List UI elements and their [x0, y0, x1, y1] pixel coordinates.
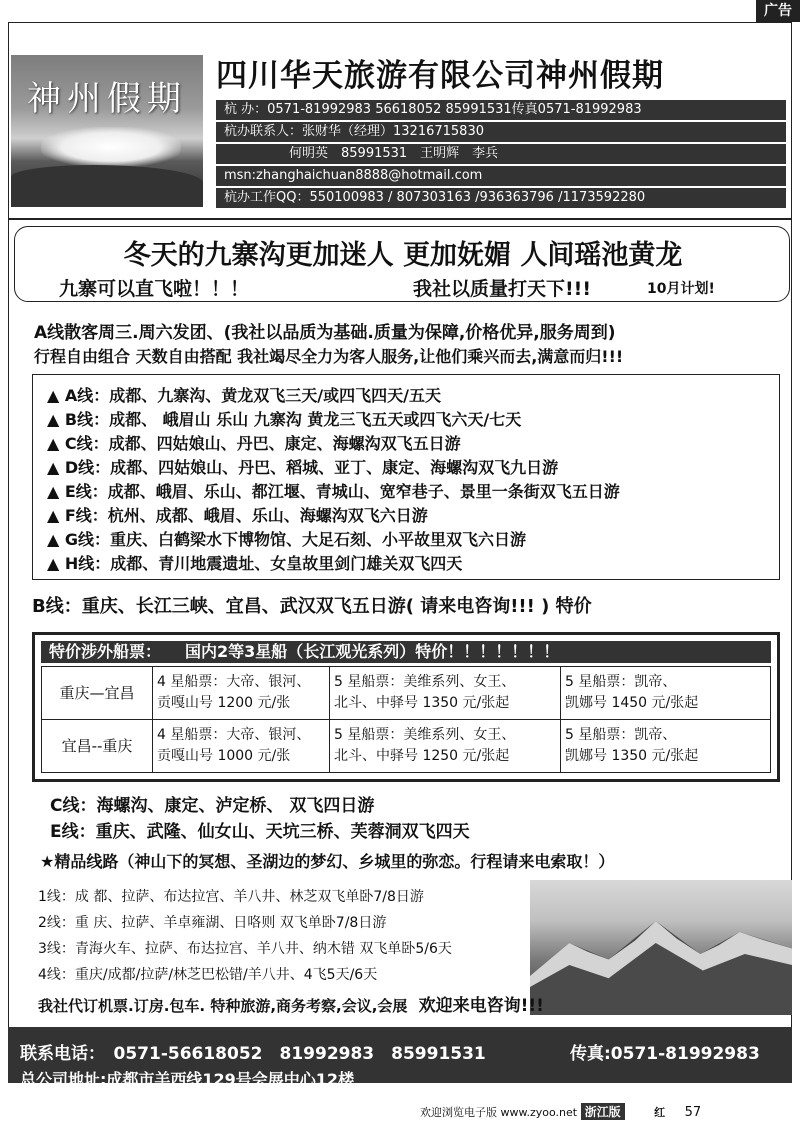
ship-ticket-header-text: 特价涉外船票： 国内2等3星船（长江观光系列）特价！！！！！！！ [49, 642, 560, 661]
edition-tag: 浙江版 [581, 1103, 625, 1120]
ship-ticket-box [32, 632, 780, 782]
services-text: 我社代订机票.订房.包车. 特种旅游,商务考察,会议,会展 [38, 997, 408, 1015]
logo-text: 神州假期 [27, 79, 187, 119]
price-cell: 5 星船票：凯帝、 凯娜号 1450 元/张起 [561, 667, 771, 720]
line-item: ▲ B线：成都、 峨眉山 乐山 九寨沟 黄龙三飞五天或四飞六天/七天 [47, 410, 522, 429]
logo-image [11, 55, 203, 207]
tibet-route: 1线：成 都、拉萨、布达拉宫、羊八井、林芝双飞单卧7/8日游 [38, 889, 424, 905]
tibet-route: 4线：重庆/成都/拉萨/林芝巴松错/羊八井、4飞5天/6天 [38, 967, 378, 983]
c-line: C线：海螺沟、康定、泸定桥、 双飞四日游 [50, 796, 375, 816]
e-line: E线：重庆、武隆、仙女山、天坑三桥、芙蓉洞双飞四天 [50, 822, 470, 842]
contact-row-5: 杭办工作QQ：550100983 / 807303163 /936363796 /1173592280 [216, 188, 786, 208]
contact-row-4: msn:zhanghaichuan8888@hotmail.com [216, 166, 786, 186]
island-shape [11, 165, 203, 207]
a-line-intro: A线散客周三.周六发团、(我社以品质为基础.质量为保障,价格优异,服务周到) [34, 323, 616, 343]
b-line: B线：重庆、长江三峡、宜昌、武汉双飞五日游( 请来电咨询!!! ) 特价 [32, 596, 592, 617]
color-label: 红 [654, 1106, 666, 1119]
footer-bar [8, 1027, 792, 1089]
contact-row-1: 杭 办：0571-81992983 56618052 85991531传真0571-81992983 [216, 100, 786, 120]
plan-label: 10月计划! [647, 281, 715, 297]
direct-flight-note: 九寨可以直飞啦！！！ [59, 278, 250, 300]
line-item: ▲ C线：成都、四姑娘山、丹巴、康定、海螺沟双飞五日游 [47, 434, 461, 453]
ad-tag: 广告 [756, 0, 800, 22]
footer-phone: 联系电话： 0571-56618052 81992983 85991531 [20, 1044, 486, 1064]
price-cell: 4 星船票：大帝、银河、 贡嘎山号 1200 元/张 [153, 667, 330, 720]
price-cell: 5 星船票：凯帝、 凯娜号 1350 元/张起 [561, 720, 771, 773]
headline: 冬天的九寨沟更加迷人 更加妩媚 人间瑶池黄龙 [123, 240, 683, 271]
header-rule [8, 218, 792, 220]
line-item: ▲ E线：成都、峨眉、乐山、都江堰、青城山、宽窄巷子、景里一条街双飞五日游 [47, 482, 620, 501]
route-cell: 重庆—宜昌 [42, 667, 153, 720]
table-row [42, 720, 771, 773]
contact-row-2: 杭办联系人：张财华（经理）13216715830 [216, 122, 786, 142]
footer-fax: 传真:0571-81992983 [570, 1044, 760, 1064]
page-number: 57 [684, 1105, 702, 1120]
services-line [38, 991, 544, 1016]
tibet-route: 2线：重 庆、拉萨、羊卓雍湖、日咯则 双飞单卧7/8日游 [38, 915, 387, 931]
line-list-box [32, 374, 780, 580]
mountain-image [530, 880, 792, 1015]
footer-address: 总公司地址:成都市羊西线129号会展中心12楼 [20, 1070, 355, 1089]
route-cell: 宜昌--重庆 [42, 720, 153, 773]
contact-row-3: 何明英 85991531 王明辉 李兵 [216, 144, 786, 164]
line-item: ▲ F线：杭州、成都、峨眉、乐山、海螺沟双飞六日游 [47, 506, 428, 525]
line-item: ▲ G线：重庆、白鹤梁水下博物馆、大足石刻、小平故里双飞六日游 [47, 530, 527, 549]
line-item: ▲ D线：成都、四姑娘山、丹巴、稻城、亚丁、康定、海螺沟双飞九日游 [47, 458, 559, 477]
line-item: ▲ A线：成都、九寨沟、黄龙双飞三天/或四飞四天/五天 [47, 386, 441, 405]
company-name: 四川华天旅游有限公司神州假期 [216, 58, 664, 94]
ship-ticket-header [41, 641, 771, 663]
price-cell: 4 星船票：大帝、银河、 贡嘎山号 1000 元/张 [153, 720, 330, 773]
table-row [42, 667, 771, 720]
price-cell: 5 星船票：美维系列、女王、 北斗、中驿号 1350 元/张起 [330, 667, 561, 720]
price-cell: 5 星船票：美维系列、女王、 北斗、中驿号 1250 元/张起 [330, 720, 561, 773]
welcome-text: 欢迎来电咨询!!! [418, 996, 544, 1016]
quality-slogan: 我社以质量打天下!!! [413, 278, 591, 300]
headline-banner [14, 226, 790, 302]
a-line-intro-2: 行程自由组合 天数自由搭配 我社竭尽全力为客人服务,让他们乘兴而去,满意而归!!! [34, 347, 624, 366]
ship-ticket-table [41, 666, 771, 773]
tibet-route: 3线：青海火车、拉萨、布达拉宫、羊八井、纳木错 双飞单卧5/6天 [38, 941, 452, 957]
bottom-info [420, 1103, 701, 1120]
cloud-shape [41, 127, 181, 167]
premium-routes: ★精品线路（神山下的冥想、圣湖边的梦幻、乡城里的弥恋。行程请来电索取！） [40, 852, 615, 871]
line-item: ▲ H线：成都、青川地震遗址、女皇故里剑门雄关双飞四天 [47, 554, 463, 573]
website-text: 欢迎浏览电子版 www.zyoo.net [420, 1106, 578, 1119]
